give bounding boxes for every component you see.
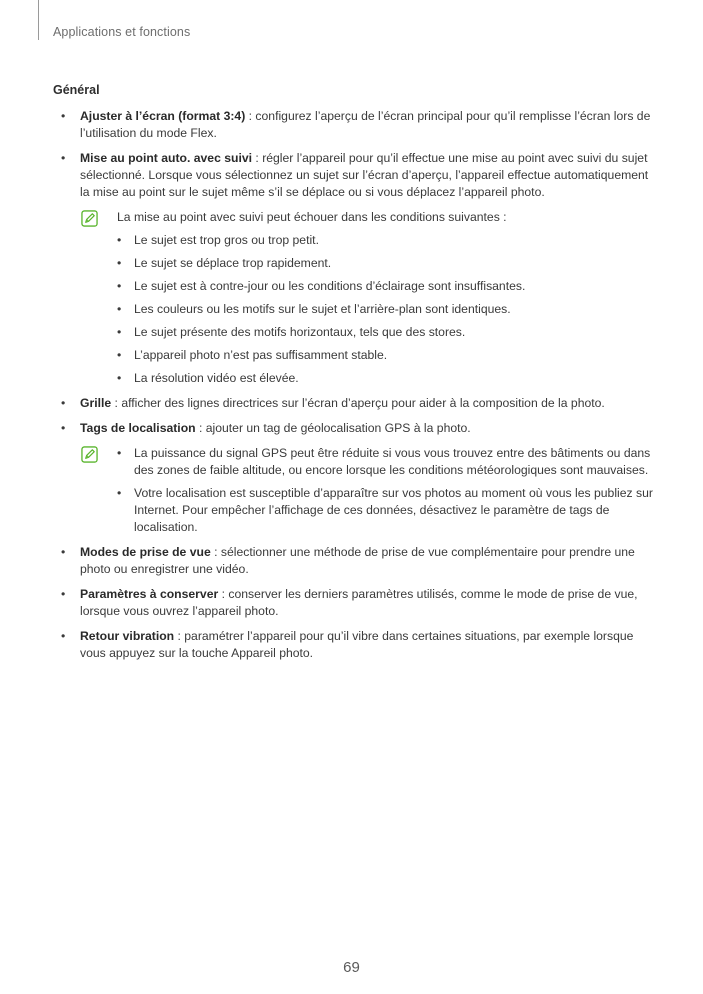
bullet: • <box>117 371 122 385</box>
list-item <box>53 108 653 142</box>
bullet: • <box>61 629 66 643</box>
bullet: • <box>61 151 66 165</box>
setting-term: Grille <box>80 396 112 410</box>
setting-description: : afficher des lignes directrices sur l’écran d’aperçu pour aider à la composition de la photo. <box>111 396 605 410</box>
note-point <box>117 255 653 272</box>
bullet: • <box>117 279 122 293</box>
note-pencil-icon <box>81 446 98 463</box>
bullet: • <box>61 545 66 559</box>
note-point <box>117 445 653 479</box>
setting-description: : sélectionner une méthode de prise de vue complémentaire pour prendre une photo ou enregistrer une vidéo. <box>80 545 635 576</box>
note-point-text: Le sujet est à contre-jour ou les conditions d’éclairage sont insuffisantes. <box>134 279 526 293</box>
setting-term: Mise au point auto. avec suivi <box>80 151 253 165</box>
bullet: • <box>61 396 66 410</box>
note-point-text: L’appareil photo n’est pas suffisamment stable. <box>134 348 388 362</box>
note-point-text: Le sujet est trop gros ou trop petit. <box>134 233 319 247</box>
note-point <box>117 370 653 387</box>
bullet: • <box>61 587 66 601</box>
note-point <box>117 324 653 341</box>
note-point-text: Votre localisation est susceptible d’apparaître sur vos photos au moment où vous les publiez sur Internet. Pour empêcher l’affichage de ces données, désactivez le paramètre de tags de localisation. <box>134 486 653 534</box>
setting-description: : ajouter un tag de géolocalisation GPS à la photo. <box>195 421 471 435</box>
bullet: • <box>117 233 122 247</box>
setting-term: Paramètres à conserver <box>80 587 219 601</box>
page-header-title: Applications et fonctions <box>53 25 191 39</box>
note-point <box>117 232 653 249</box>
list-item <box>53 395 653 412</box>
bullet: • <box>117 325 122 339</box>
note-tracking <box>53 209 653 387</box>
list-item <box>53 628 653 662</box>
setting-term: Tags de localisation <box>80 421 196 435</box>
setting-description: : régler l’appareil pour qu’il effectue une mise au point avec suivi du sujet sélectionné. Lorsque vous sélectionnez un sujet sur l’écran d’aperçu, l’appareil effectue automatiquement la mise au point sur le sujet même s’il se déplace ou si vous déplacez l’appareil photo. <box>80 151 649 199</box>
note-point <box>117 278 653 295</box>
list-item <box>53 544 653 578</box>
note-point-text: Le sujet présente des motifs horizontaux, tels que des stores. <box>134 325 466 339</box>
bullet: • <box>117 256 122 270</box>
header-divider <box>38 0 39 40</box>
list-item <box>53 586 653 620</box>
note-point-text: Le sujet se déplace trop rapidement. <box>134 256 332 270</box>
note-point <box>117 485 653 536</box>
note-intro: La mise au point avec suivi peut échouer dans les conditions suivantes : <box>117 210 507 224</box>
setting-description: : configurez l’aperçu de l’écran principal pour qu’il remplisse l’écran lors de l’utilisation du mode Flex. <box>80 109 651 140</box>
note-point <box>117 347 653 364</box>
section-title: Général <box>53 83 100 97</box>
note-point-text: Les couleurs ou les motifs sur le sujet et l’arrière-plan sont identiques. <box>134 302 511 316</box>
bullet: • <box>61 421 66 435</box>
setting-description: : conserver les derniers paramètres utilisés, comme le mode de prise de vue, lorsque vous ouvrez l’appareil photo. <box>80 587 638 618</box>
note-point-text: La résolution vidéo est élevée. <box>134 371 299 385</box>
setting-term: Retour vibration <box>80 629 175 643</box>
note-pencil-icon <box>81 210 98 227</box>
list-item <box>53 420 653 437</box>
setting-description: : paramétrer l’appareil pour qu’il vibre dans certaines situations, par exemple lorsque vous appuyez sur la touche Appareil photo. <box>80 629 634 660</box>
note-location <box>53 445 653 536</box>
bullet: • <box>117 348 122 362</box>
note-point <box>117 301 653 318</box>
setting-term: Modes de prise de vue <box>80 545 211 559</box>
bullet: • <box>117 446 122 460</box>
page-number: 69 <box>343 959 360 976</box>
settings-list <box>53 108 653 670</box>
list-item <box>53 150 653 201</box>
setting-term: Ajuster à l’écran (format 3:4) <box>80 109 246 123</box>
bullet: • <box>117 302 122 316</box>
note-point-text: La puissance du signal GPS peut être réduite si vous vous trouvez entre des bâtiments ou dans des zones de faible altitude, ou encore lorsque les conditions météorologiques sont mauvaises. <box>134 446 651 477</box>
bullet: • <box>61 109 66 123</box>
bullet: • <box>117 486 122 500</box>
